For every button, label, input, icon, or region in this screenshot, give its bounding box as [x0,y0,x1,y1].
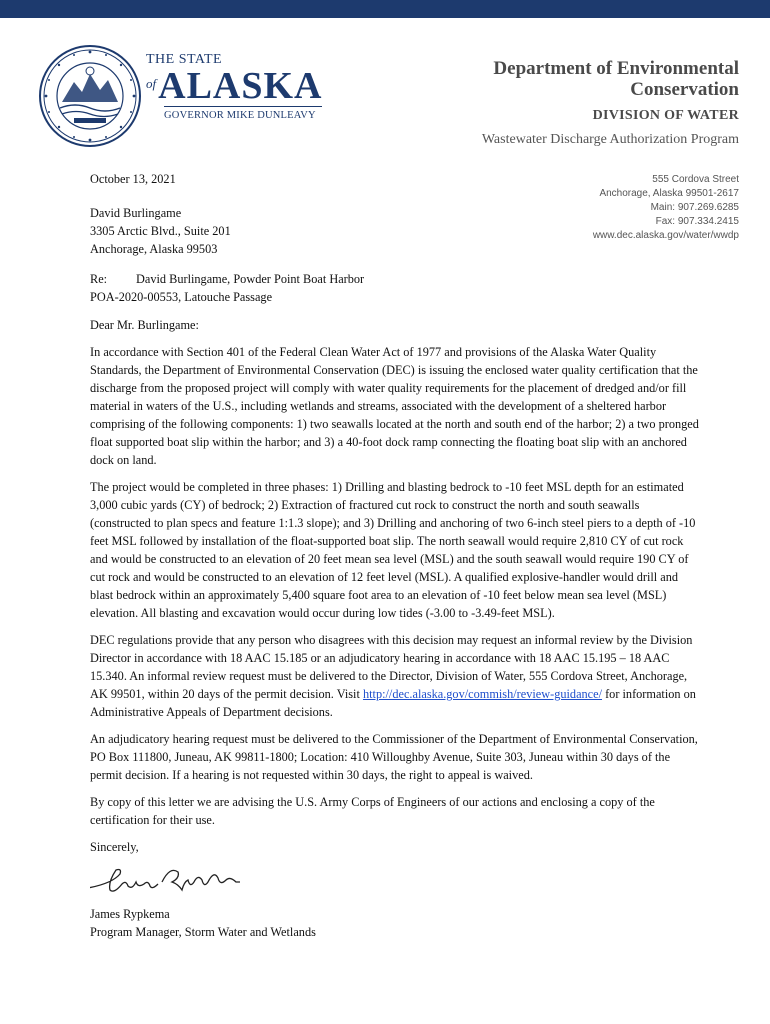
paragraph-phases [90,478,702,622]
review-guidance-link[interactable]: http://dec.alaska.gov/commish/review-guidance/ [362,687,603,701]
re-reference: POA-2020-00553, Latouche Passage [90,290,273,304]
letter-date: October 13, 2021 [90,172,176,186]
recipient-address [90,204,702,258]
paragraph-hearing [90,730,702,784]
state-logo [146,52,336,121]
state-the: THE STATE [146,52,223,67]
contact-city: Anchorage, Alaska 99501-2617 [599,188,739,199]
paragraph-copy [90,793,702,829]
division-name: DIVISION OF WATER [592,108,739,123]
signer-name: James Rypkema [90,907,170,921]
contact-website: www.dec.alaska.gov/water/wwdp [592,230,739,241]
signer-title: Program Manager, Storm Water and Wetlands [90,925,316,939]
department-name: Department of Environmental Conservation [493,58,739,100]
governor-name: GOVERNOR MIKE DUNLEAVY [164,106,322,121]
greeting: Dear Mr. Burlingame: [90,318,199,332]
state-name: ALASKA [158,65,323,107]
program-name: Wastewater Discharge Authorization Program [481,132,739,147]
signer-block [90,905,702,941]
paragraph-text: An adjudicatory hearing request must be delivered to the Commissioner of the Department of Environmental Conservation, PO Box 111800, Juneau, AK 99811-1800; Location: 410 Willoughby Avenue, Suite 303, Juneau within 30 days of the permit decision. If a hearing is not requested within 30 days, the right to appeal is waived. [90,732,698,782]
recipient-street: 3305 Arctic Blvd., Suite 201 [90,224,231,238]
paragraph-certification [90,343,702,469]
re-label: Re: [90,272,108,286]
closing: Sincerely, [90,840,139,854]
header-bar [0,0,770,18]
paragraph-review [90,631,702,721]
signature-image [90,860,270,900]
recipient-city: Anchorage, Alaska 99503 [90,242,218,256]
subject-line [90,270,702,306]
paragraph-text: The project would be completed in three phases: 1) Drilling and blasting bedrock to -10 feet MSL depth for an estimated 3,000 cubic yards (CY) of bedrock; 2) Extraction of fractured cut rock to construct the north and south seawalls (constructed to plan specs and feature 1:1.3 slope); and 3) Drilling and anchoring of two 6-inch steel piers to a depth of -10 feet MSL followed by installation of the float-supported boat slip. The north seawall would require 2,810 CY of cut rock and would be constructed to an elevation of 20 feet mean sea level (MSL) and the south seawall would require 190 CY of cut rock and would be constructed to an elevation of 12 feet level (MSL). A qualified explosive-handler would drill and blast bedrock within an approximately 5,400 square foot area to an elevation of -10 feet below mean sea level (MSL) elevation. All blasting and excavation would occur during low tides (-3.00 to -3.49-feet MSL). [90,480,696,620]
state-seal-icon [38,44,142,148]
contact-fax: Fax: 907.334.2415 [655,216,739,227]
department-block [419,58,739,149]
recipient-name: David Burlingame [90,206,182,220]
contact-street: 555 Cordova Street [652,174,739,185]
paragraph-text: By copy of this letter we are advising the U.S. Army Corps of Engineers of our actions and enclosing a copy of the certification for their use. [90,795,655,827]
paragraph-text: for information on Administrative Appeals of Department decisions. [90,687,696,719]
re-subject: David Burlingame, Powder Point Boat Harbor [136,272,365,286]
state-of: of [146,76,157,91]
letter-body [90,170,702,941]
paragraph-text: In accordance with Section 401 of the Federal Clean Water Act of 1977 and provisions of the Alaska Water Quality Standards, the Department of Environmental Conservation (DEC) is issuing the enclosed water quality certification that the discharge from the proposed project will comply with water quality requirements for the placement of dredged and/or fill material in waters of the U.S., including wetlands and streams, associated with the development of a sheltered harbor comprising of the following components: 1) two seawalls located at the north and south end of the harbor; 2) a two pronged float supported boat slip within the harbor; and 3) a 40-foot dock ramp connecting the floating boat slip with an anchored dock on land. [90,345,699,467]
paragraph-text: DEC regulations provide that any person who disagrees with this decision may request an informal review by the Division Director in accordance with 18 AAC 15.185 or an adjudicatory hearing in accordance with 18 AAC 15.195 – 18 AAC 15.340. An informal review request must be delivered to the Director, Division of Water, 555 Cordova Street, Anchorage, AK 99501, within 20 days of the permit decision. Visit [90,633,693,701]
contact-phone: Main: 907.269.6285 [650,202,739,213]
